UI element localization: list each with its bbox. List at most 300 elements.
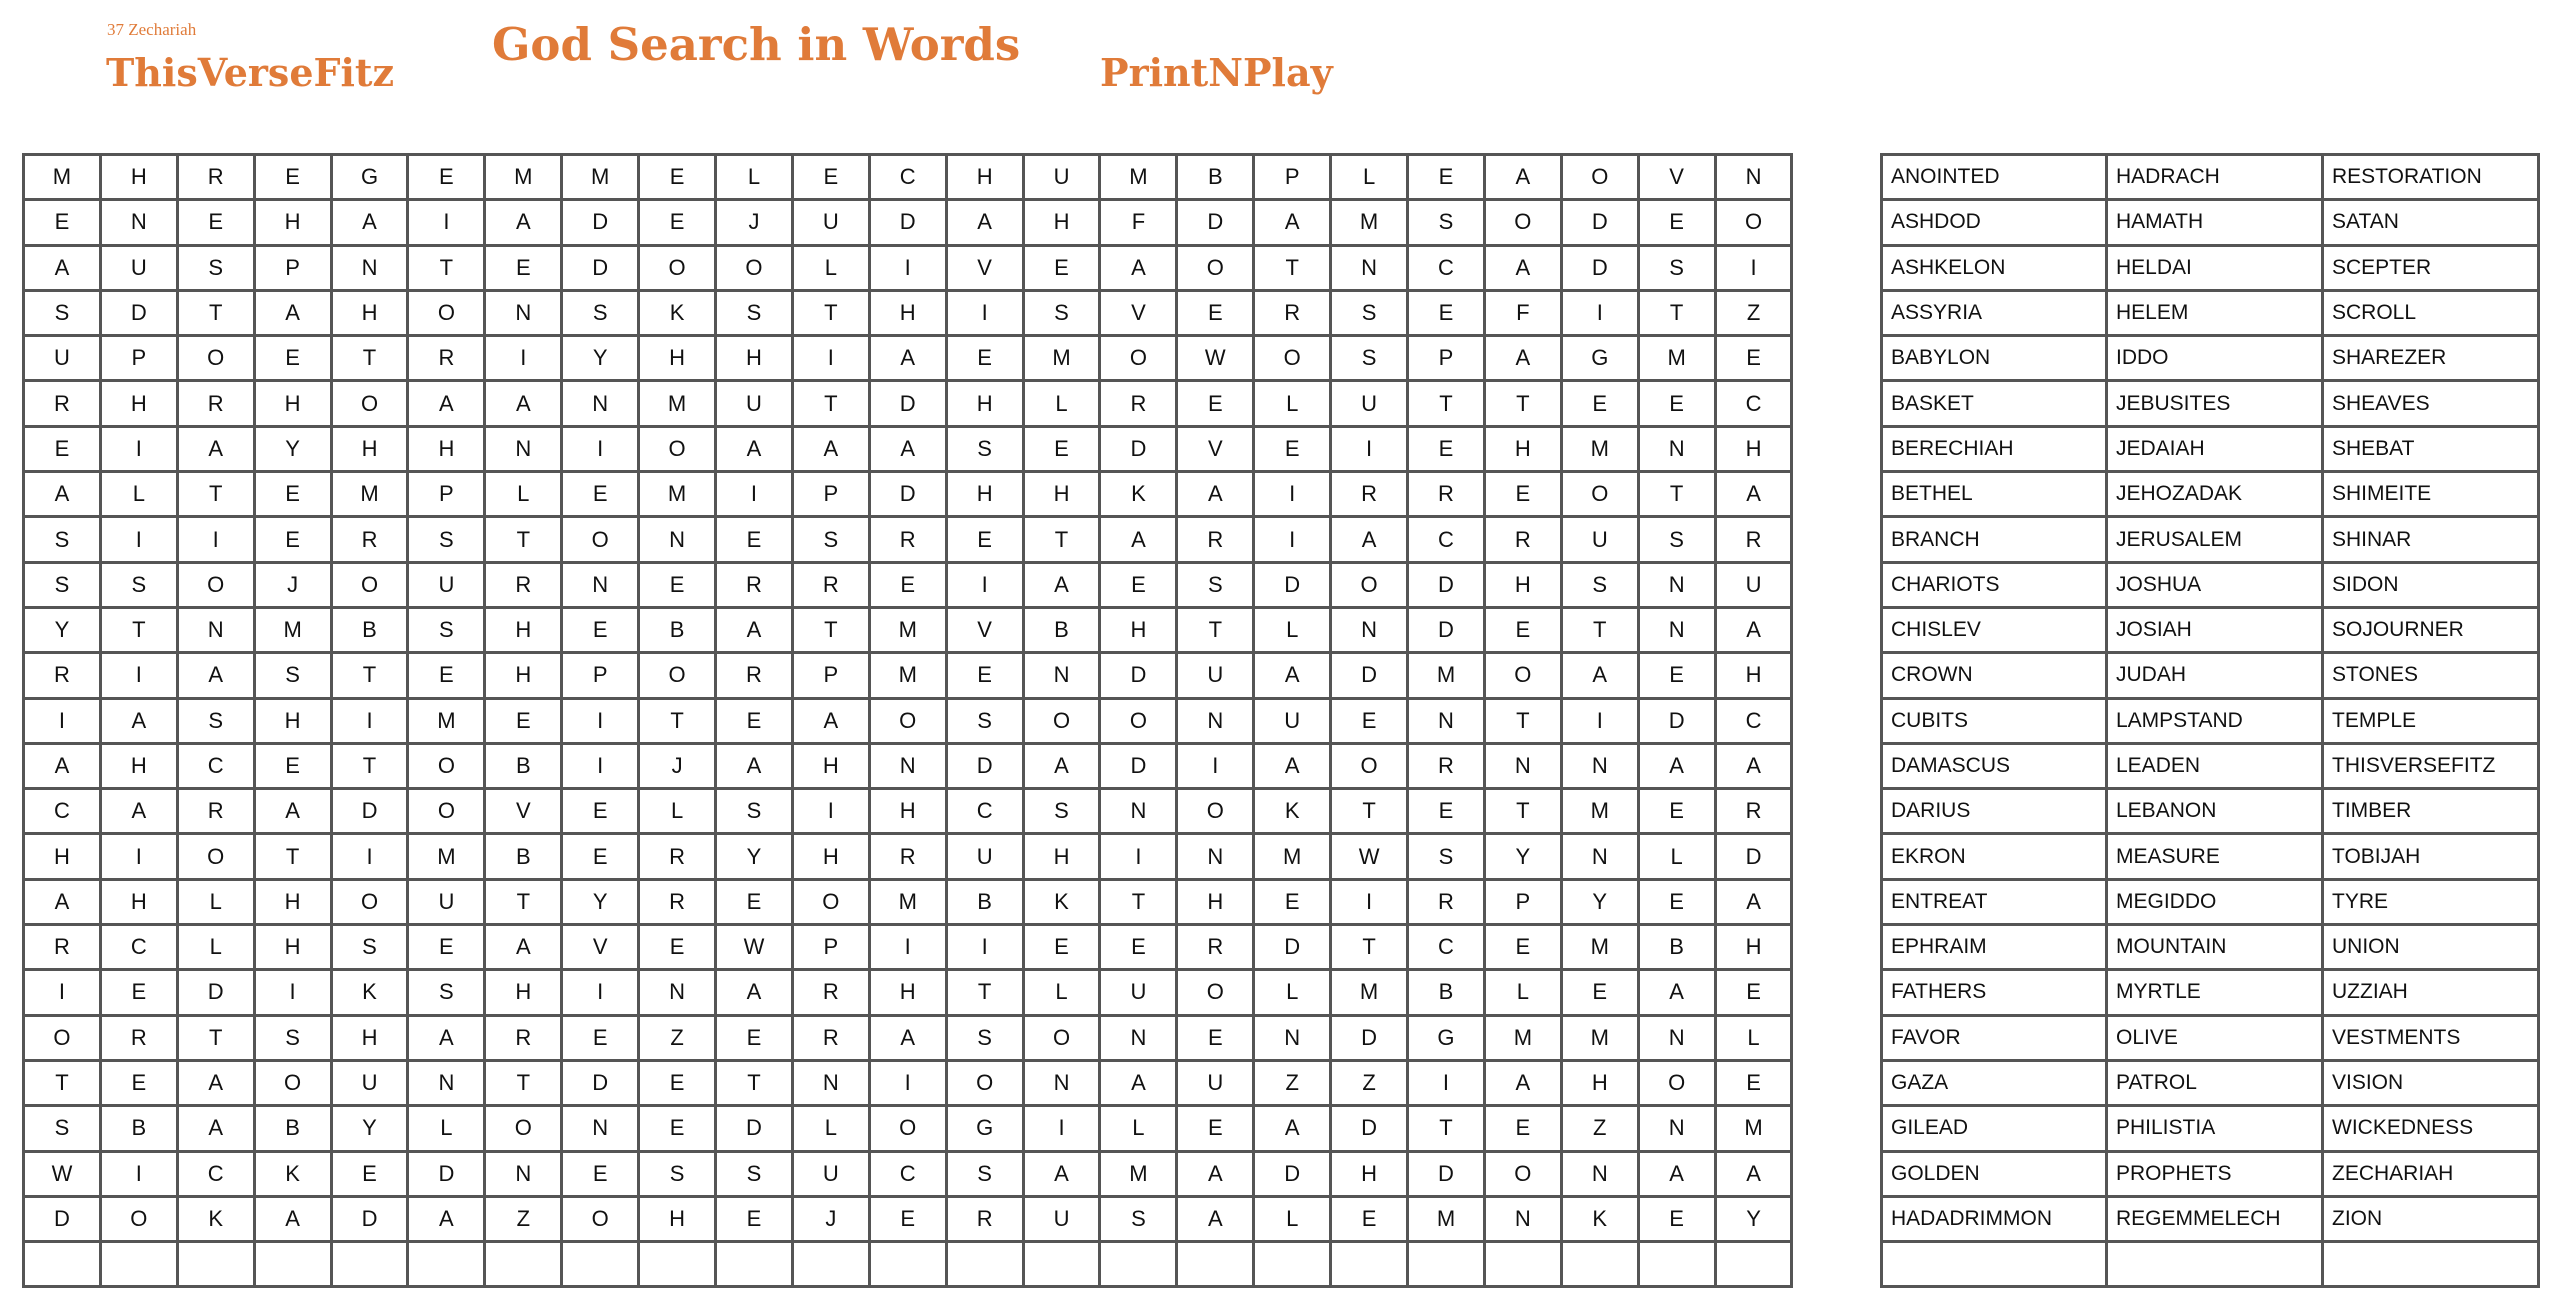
grid-cell[interactable]: Y	[1486, 835, 1563, 880]
grid-cell[interactable]: M	[1101, 156, 1178, 201]
grid-cell[interactable]: P	[409, 473, 486, 518]
grid-cell[interactable]: U	[1178, 1062, 1255, 1107]
grid-cell[interactable]: H	[640, 1198, 717, 1243]
grid-cell[interactable]: M	[563, 156, 640, 201]
grid-cell[interactable]: H	[1025, 473, 1102, 518]
grid-cell[interactable]: D	[948, 745, 1025, 790]
grid-cell[interactable]: R	[102, 1017, 179, 1062]
grid-cell[interactable]: K	[1101, 473, 1178, 518]
grid-cell[interactable]	[1640, 1243, 1717, 1288]
grid-cell[interactable]: T	[1640, 292, 1717, 337]
grid-cell[interactable]: R	[486, 1017, 563, 1062]
grid-cell[interactable]: N	[1255, 1017, 1332, 1062]
grid-cell[interactable]: B	[333, 609, 410, 654]
grid-cell[interactable]: O	[717, 247, 794, 292]
grid-cell[interactable]: T	[1332, 926, 1409, 971]
grid-cell[interactable]: A	[1255, 654, 1332, 699]
grid-cell[interactable]: T	[1332, 790, 1409, 835]
grid-cell[interactable]: O	[1486, 654, 1563, 699]
grid-cell[interactable]: H	[948, 382, 1025, 427]
grid-cell[interactable]: K	[1563, 1198, 1640, 1243]
grid-cell[interactable]: O	[1563, 156, 1640, 201]
grid-cell[interactable]: R	[1486, 518, 1563, 563]
grid-cell[interactable]: M	[409, 835, 486, 880]
grid-cell[interactable]: H	[794, 745, 871, 790]
grid-cell[interactable]: N	[640, 971, 717, 1016]
grid-cell[interactable]: R	[25, 382, 102, 427]
grid-cell[interactable]: S	[1409, 201, 1486, 246]
grid-cell[interactable]: E	[717, 700, 794, 745]
grid-cell[interactable]: A	[25, 473, 102, 518]
grid-cell[interactable]: R	[1101, 382, 1178, 427]
grid-cell[interactable]: O	[333, 564, 410, 609]
grid-cell[interactable]: U	[409, 881, 486, 926]
grid-cell[interactable]: P	[794, 926, 871, 971]
grid-cell[interactable]: S	[563, 292, 640, 337]
grid-cell[interactable]: A	[256, 790, 333, 835]
grid-cell[interactable]: H	[409, 428, 486, 473]
grid-cell[interactable]: T	[717, 1062, 794, 1107]
grid-cell[interactable]: A	[1025, 745, 1102, 790]
grid-cell[interactable]: M	[486, 156, 563, 201]
grid-cell[interactable]: K	[1025, 881, 1102, 926]
grid-cell[interactable]: D	[1332, 1017, 1409, 1062]
grid-cell[interactable]: U	[25, 337, 102, 382]
grid-cell[interactable]: B	[1640, 926, 1717, 971]
grid-cell[interactable]: G	[1563, 337, 1640, 382]
grid-cell[interactable]: E	[1255, 881, 1332, 926]
grid-cell[interactable]: D	[1563, 247, 1640, 292]
grid-cell[interactable]: B	[640, 609, 717, 654]
grid-cell[interactable]: E	[563, 473, 640, 518]
grid-cell[interactable]: I	[1332, 881, 1409, 926]
grid-cell[interactable]: M	[25, 156, 102, 201]
grid-cell[interactable]: S	[1332, 337, 1409, 382]
grid-cell[interactable]: S	[256, 1017, 333, 1062]
grid-cell[interactable]	[640, 1243, 717, 1288]
grid-cell[interactable]: O	[1255, 337, 1332, 382]
grid-cell[interactable]: O	[333, 881, 410, 926]
grid-cell[interactable]: N	[1332, 247, 1409, 292]
grid-cell[interactable]: I	[563, 700, 640, 745]
grid-cell[interactable]: M	[256, 609, 333, 654]
grid-cell[interactable]: S	[1563, 564, 1640, 609]
grid-cell[interactable]: A	[179, 1062, 256, 1107]
grid-cell[interactable]: D	[1640, 700, 1717, 745]
grid-cell[interactable]: D	[871, 201, 948, 246]
grid-cell[interactable]: L	[1255, 971, 1332, 1016]
grid-cell[interactable]: R	[948, 1198, 1025, 1243]
grid-cell[interactable]: A	[486, 382, 563, 427]
grid-cell[interactable]: A	[1178, 473, 1255, 518]
grid-cell[interactable]: S	[1409, 835, 1486, 880]
grid-cell[interactable]: I	[948, 292, 1025, 337]
grid-cell[interactable]: E	[409, 654, 486, 699]
grid-cell[interactable]: E	[102, 1062, 179, 1107]
grid-cell[interactable]: O	[256, 1062, 333, 1107]
grid-cell[interactable]: O	[563, 518, 640, 563]
grid-cell[interactable]: K	[333, 971, 410, 1016]
grid-cell[interactable]: L	[1255, 382, 1332, 427]
grid-cell[interactable]: S	[1025, 292, 1102, 337]
grid-cell[interactable]: E	[563, 835, 640, 880]
grid-cell[interactable]: O	[640, 428, 717, 473]
grid-cell[interactable]: S	[179, 247, 256, 292]
grid-cell[interactable]: Y	[1563, 881, 1640, 926]
grid-cell[interactable]: A	[1255, 745, 1332, 790]
grid-cell[interactable]: I	[1717, 247, 1794, 292]
grid-cell[interactable]	[102, 1243, 179, 1288]
grid-cell[interactable]: A	[256, 1198, 333, 1243]
grid-cell[interactable]: T	[1640, 473, 1717, 518]
grid-cell[interactable]	[256, 1243, 333, 1288]
grid-cell[interactable]: O	[1025, 700, 1102, 745]
grid-cell[interactable]: E	[640, 1107, 717, 1152]
grid-cell[interactable]	[563, 1243, 640, 1288]
grid-cell[interactable]: E	[1717, 1062, 1794, 1107]
grid-cell[interactable]: A	[102, 700, 179, 745]
grid-cell[interactable]: B	[1178, 156, 1255, 201]
grid-cell[interactable]	[948, 1243, 1025, 1288]
grid-cell[interactable]: E	[1486, 609, 1563, 654]
grid-cell[interactable]: N	[1640, 564, 1717, 609]
grid-cell[interactable]: M	[871, 609, 948, 654]
grid-cell[interactable]: I	[102, 835, 179, 880]
grid-cell[interactable]: T	[179, 1017, 256, 1062]
grid-cell[interactable]: U	[1255, 700, 1332, 745]
grid-cell[interactable]: N	[409, 1062, 486, 1107]
grid-cell[interactable]: K	[256, 1153, 333, 1198]
grid-cell[interactable]: R	[25, 654, 102, 699]
grid-cell[interactable]: D	[1178, 201, 1255, 246]
grid-cell[interactable]	[409, 1243, 486, 1288]
grid-cell[interactable]: E	[256, 745, 333, 790]
grid-cell[interactable]: Z	[1563, 1107, 1640, 1152]
grid-cell[interactable]: C	[179, 745, 256, 790]
grid-cell[interactable]: N	[333, 247, 410, 292]
grid-cell[interactable]: D	[1255, 1153, 1332, 1198]
grid-cell[interactable]: O	[1101, 700, 1178, 745]
grid-cell[interactable]: S	[102, 564, 179, 609]
grid-cell[interactable]: S	[25, 292, 102, 337]
grid-cell[interactable]: T	[102, 609, 179, 654]
grid-cell[interactable]: N	[1409, 700, 1486, 745]
grid-cell[interactable]: E	[1409, 790, 1486, 835]
grid-cell[interactable]: E	[640, 926, 717, 971]
grid-cell[interactable]: I	[871, 247, 948, 292]
grid-cell[interactable]: S	[409, 518, 486, 563]
grid-cell[interactable]: A	[717, 971, 794, 1016]
grid-cell[interactable]: U	[1025, 1198, 1102, 1243]
grid-cell[interactable]: H	[717, 337, 794, 382]
grid-cell[interactable]: O	[794, 881, 871, 926]
grid-cell[interactable]: E	[948, 654, 1025, 699]
grid-cell[interactable]: N	[1640, 428, 1717, 473]
grid-cell[interactable]: H	[871, 971, 948, 1016]
grid-cell[interactable]: L	[1255, 609, 1332, 654]
grid-cell[interactable]: A	[1255, 1107, 1332, 1152]
grid-cell[interactable]: D	[563, 247, 640, 292]
grid-cell[interactable]	[179, 1243, 256, 1288]
grid-cell[interactable]: S	[1178, 564, 1255, 609]
grid-cell[interactable]: M	[409, 700, 486, 745]
grid-cell[interactable]: E	[256, 337, 333, 382]
grid-cell[interactable]: E	[256, 518, 333, 563]
grid-cell[interactable]: O	[1178, 790, 1255, 835]
grid-cell[interactable]: I	[1178, 745, 1255, 790]
grid-cell[interactable]: R	[717, 654, 794, 699]
grid-cell[interactable]: P	[1255, 156, 1332, 201]
grid-cell[interactable]: P	[1409, 337, 1486, 382]
grid-cell[interactable]: C	[871, 156, 948, 201]
grid-cell[interactable]: A	[1640, 1153, 1717, 1198]
grid-cell[interactable]: E	[1563, 382, 1640, 427]
grid-cell[interactable]: I	[1563, 700, 1640, 745]
grid-cell[interactable]: L	[409, 1107, 486, 1152]
grid-cell[interactable]: H	[1486, 564, 1563, 609]
grid-cell[interactable]: M	[640, 473, 717, 518]
grid-cell[interactable]: C	[871, 1153, 948, 1198]
grid-cell[interactable]: I	[1563, 292, 1640, 337]
grid-cell[interactable]: H	[948, 156, 1025, 201]
grid-cell[interactable]: I	[794, 337, 871, 382]
grid-cell[interactable]: F	[1486, 292, 1563, 337]
grid-cell[interactable]: T	[1025, 518, 1102, 563]
grid-cell[interactable]: O	[1332, 745, 1409, 790]
grid-cell[interactable]: E	[1178, 1107, 1255, 1152]
grid-cell[interactable]: I	[25, 971, 102, 1016]
grid-cell[interactable]: D	[1563, 201, 1640, 246]
grid-cell[interactable]: O	[1640, 1062, 1717, 1107]
grid-cell[interactable]: V	[563, 926, 640, 971]
grid-cell[interactable]: E	[1640, 790, 1717, 835]
grid-cell[interactable]: J	[794, 1198, 871, 1243]
grid-cell[interactable]: E	[1717, 971, 1794, 1016]
grid-cell[interactable]: D	[563, 201, 640, 246]
grid-cell[interactable]: M	[1563, 790, 1640, 835]
grid-cell[interactable]: L	[1025, 382, 1102, 427]
grid-cell[interactable]: E	[486, 700, 563, 745]
grid-cell[interactable]: A	[1717, 1153, 1794, 1198]
grid-cell[interactable]: D	[871, 473, 948, 518]
grid-cell[interactable]: O	[333, 382, 410, 427]
grid-cell[interactable]: A	[717, 745, 794, 790]
grid-cell[interactable]: K	[640, 292, 717, 337]
grid-cell[interactable]: N	[486, 428, 563, 473]
grid-cell[interactable]: N	[1486, 1198, 1563, 1243]
grid-cell[interactable]: L	[1640, 835, 1717, 880]
grid-cell[interactable]: A	[1332, 518, 1409, 563]
grid-cell[interactable]: N	[1640, 609, 1717, 654]
grid-cell[interactable]: N	[1332, 609, 1409, 654]
grid-cell[interactable]: T	[486, 881, 563, 926]
grid-cell[interactable]: L	[102, 473, 179, 518]
grid-cell[interactable]: U	[1717, 564, 1794, 609]
grid-cell[interactable]: S	[1640, 247, 1717, 292]
grid-cell[interactable]: L	[1025, 971, 1102, 1016]
grid-cell[interactable]: P	[563, 654, 640, 699]
grid-cell[interactable]: S	[948, 700, 1025, 745]
grid-cell[interactable]	[1409, 1243, 1486, 1288]
grid-cell[interactable]: I	[256, 971, 333, 1016]
grid-cell[interactable]: A	[486, 201, 563, 246]
grid-cell[interactable]: H	[102, 745, 179, 790]
grid-cell[interactable]: E	[1332, 1198, 1409, 1243]
grid-cell[interactable]: R	[794, 564, 871, 609]
grid-cell[interactable]: N	[102, 201, 179, 246]
grid-cell[interactable]: I	[102, 428, 179, 473]
grid-cell[interactable]: A	[1563, 654, 1640, 699]
grid-cell[interactable]: B	[1025, 609, 1102, 654]
grid-cell[interactable]: E	[948, 337, 1025, 382]
grid-cell[interactable]: T	[1101, 881, 1178, 926]
grid-cell[interactable]: L	[1255, 1198, 1332, 1243]
grid-cell[interactable]: E	[794, 156, 871, 201]
grid-cell[interactable]: A	[1486, 156, 1563, 201]
grid-cell[interactable]: M	[1563, 926, 1640, 971]
grid-cell[interactable]: H	[256, 201, 333, 246]
grid-cell[interactable]: D	[717, 1107, 794, 1152]
grid-cell[interactable]: A	[948, 201, 1025, 246]
grid-cell[interactable]: Z	[640, 1017, 717, 1062]
grid-cell[interactable]: T	[1486, 382, 1563, 427]
grid-cell[interactable]: I	[563, 745, 640, 790]
grid-cell[interactable]: S	[717, 1153, 794, 1198]
grid-cell[interactable]: O	[1101, 337, 1178, 382]
grid-cell[interactable]: U	[1332, 382, 1409, 427]
grid-cell[interactable]: A	[179, 1107, 256, 1152]
grid-cell[interactable]: D	[1101, 654, 1178, 699]
grid-cell[interactable]: S	[717, 292, 794, 337]
grid-cell[interactable]: I	[1332, 428, 1409, 473]
grid-cell[interactable]: D	[1409, 564, 1486, 609]
grid-cell[interactable]: V	[486, 790, 563, 835]
grid-cell[interactable]: A	[102, 790, 179, 835]
grid-cell[interactable]: H	[948, 473, 1025, 518]
grid-cell[interactable]: I	[409, 201, 486, 246]
grid-cell[interactable]: B	[102, 1107, 179, 1152]
grid-cell[interactable]: R	[486, 564, 563, 609]
grid-cell[interactable]: H	[102, 156, 179, 201]
grid-cell[interactable]: N	[486, 1153, 563, 1198]
grid-cell[interactable]: B	[1409, 971, 1486, 1016]
grid-cell[interactable]: H	[102, 382, 179, 427]
grid-cell[interactable]: A	[1255, 201, 1332, 246]
grid-cell[interactable]: L	[1332, 156, 1409, 201]
grid-cell[interactable]: I	[871, 926, 948, 971]
grid-cell[interactable]: D	[1717, 835, 1794, 880]
grid-cell[interactable]: E	[409, 156, 486, 201]
grid-cell[interactable]: A	[179, 428, 256, 473]
grid-cell[interactable]: T	[179, 473, 256, 518]
grid-cell[interactable]: N	[1178, 835, 1255, 880]
grid-cell[interactable]: N	[1025, 654, 1102, 699]
grid-cell[interactable]: A	[179, 654, 256, 699]
grid-cell[interactable]: D	[1101, 428, 1178, 473]
grid-cell[interactable]: N	[1640, 1017, 1717, 1062]
grid-cell[interactable]: R	[794, 971, 871, 1016]
grid-cell[interactable]: Y	[717, 835, 794, 880]
grid-cell[interactable]: A	[1717, 881, 1794, 926]
grid-cell[interactable]: S	[256, 654, 333, 699]
grid-cell[interactable]: E	[1025, 926, 1102, 971]
grid-cell[interactable]: R	[1332, 473, 1409, 518]
grid-cell[interactable]: R	[409, 337, 486, 382]
grid-cell[interactable]: H	[1717, 926, 1794, 971]
grid-cell[interactable]: H	[1025, 201, 1102, 246]
grid-cell[interactable]: N	[1025, 1062, 1102, 1107]
grid-cell[interactable]: I	[1025, 1107, 1102, 1152]
grid-cell[interactable]: Y	[333, 1107, 410, 1152]
grid-cell[interactable]: T	[794, 292, 871, 337]
grid-cell[interactable]: T	[1409, 1107, 1486, 1152]
grid-cell[interactable]: M	[333, 473, 410, 518]
grid-cell[interactable]: E	[1101, 564, 1178, 609]
grid-cell[interactable]: T	[256, 835, 333, 880]
grid-cell[interactable]: I	[333, 700, 410, 745]
grid-cell[interactable]: H	[1332, 1153, 1409, 1198]
grid-cell[interactable]: M	[1640, 337, 1717, 382]
grid-cell[interactable]: H	[1486, 428, 1563, 473]
grid-cell[interactable]: T	[25, 1062, 102, 1107]
grid-cell[interactable]: E	[717, 1198, 794, 1243]
grid-cell[interactable]: A	[1101, 518, 1178, 563]
grid-cell[interactable]: E	[717, 518, 794, 563]
grid-cell[interactable]: A	[1640, 971, 1717, 1016]
grid-cell[interactable]: O	[1332, 564, 1409, 609]
grid-cell[interactable]: D	[179, 971, 256, 1016]
grid-cell[interactable]: R	[1178, 926, 1255, 971]
grid-cell[interactable]: O	[409, 292, 486, 337]
grid-cell[interactable]: E	[563, 790, 640, 835]
grid-cell[interactable]: O	[409, 745, 486, 790]
grid-cell[interactable]: Z	[1332, 1062, 1409, 1107]
grid-cell[interactable]: L	[794, 1107, 871, 1152]
grid-cell[interactable]: R	[179, 156, 256, 201]
grid-cell[interactable]: O	[1486, 1153, 1563, 1198]
grid-cell[interactable]: O	[1563, 473, 1640, 518]
grid-cell[interactable]: D	[1409, 609, 1486, 654]
grid-cell[interactable]: A	[1025, 1153, 1102, 1198]
grid-cell[interactable]: M	[871, 654, 948, 699]
grid-cell[interactable]: D	[333, 790, 410, 835]
grid-cell[interactable]: N	[1640, 1107, 1717, 1152]
grid-cell[interactable]: T	[333, 654, 410, 699]
grid-cell[interactable]: O	[1178, 247, 1255, 292]
grid-cell[interactable]: B	[486, 835, 563, 880]
grid-cell[interactable]: E	[25, 201, 102, 246]
grid-cell[interactable]: H	[871, 292, 948, 337]
grid-cell[interactable]: O	[640, 247, 717, 292]
grid-cell[interactable]: H	[794, 835, 871, 880]
grid-cell[interactable]: N	[1101, 790, 1178, 835]
grid-cell[interactable]	[1563, 1243, 1640, 1288]
grid-cell[interactable]: A	[717, 428, 794, 473]
grid-cell[interactable]: E	[25, 428, 102, 473]
grid-cell[interactable]: A	[871, 337, 948, 382]
grid-cell[interactable]: W	[717, 926, 794, 971]
grid-cell[interactable]: P	[794, 654, 871, 699]
grid-cell[interactable]: E	[563, 1153, 640, 1198]
grid-cell[interactable]: L	[179, 926, 256, 971]
grid-cell[interactable]: R	[1409, 745, 1486, 790]
grid-cell[interactable]: I	[717, 473, 794, 518]
grid-cell[interactable]: E	[333, 1153, 410, 1198]
grid-cell[interactable]	[486, 1243, 563, 1288]
grid-cell[interactable]: R	[640, 881, 717, 926]
grid-cell[interactable]: A	[486, 926, 563, 971]
grid-cell[interactable]: E	[102, 971, 179, 1016]
